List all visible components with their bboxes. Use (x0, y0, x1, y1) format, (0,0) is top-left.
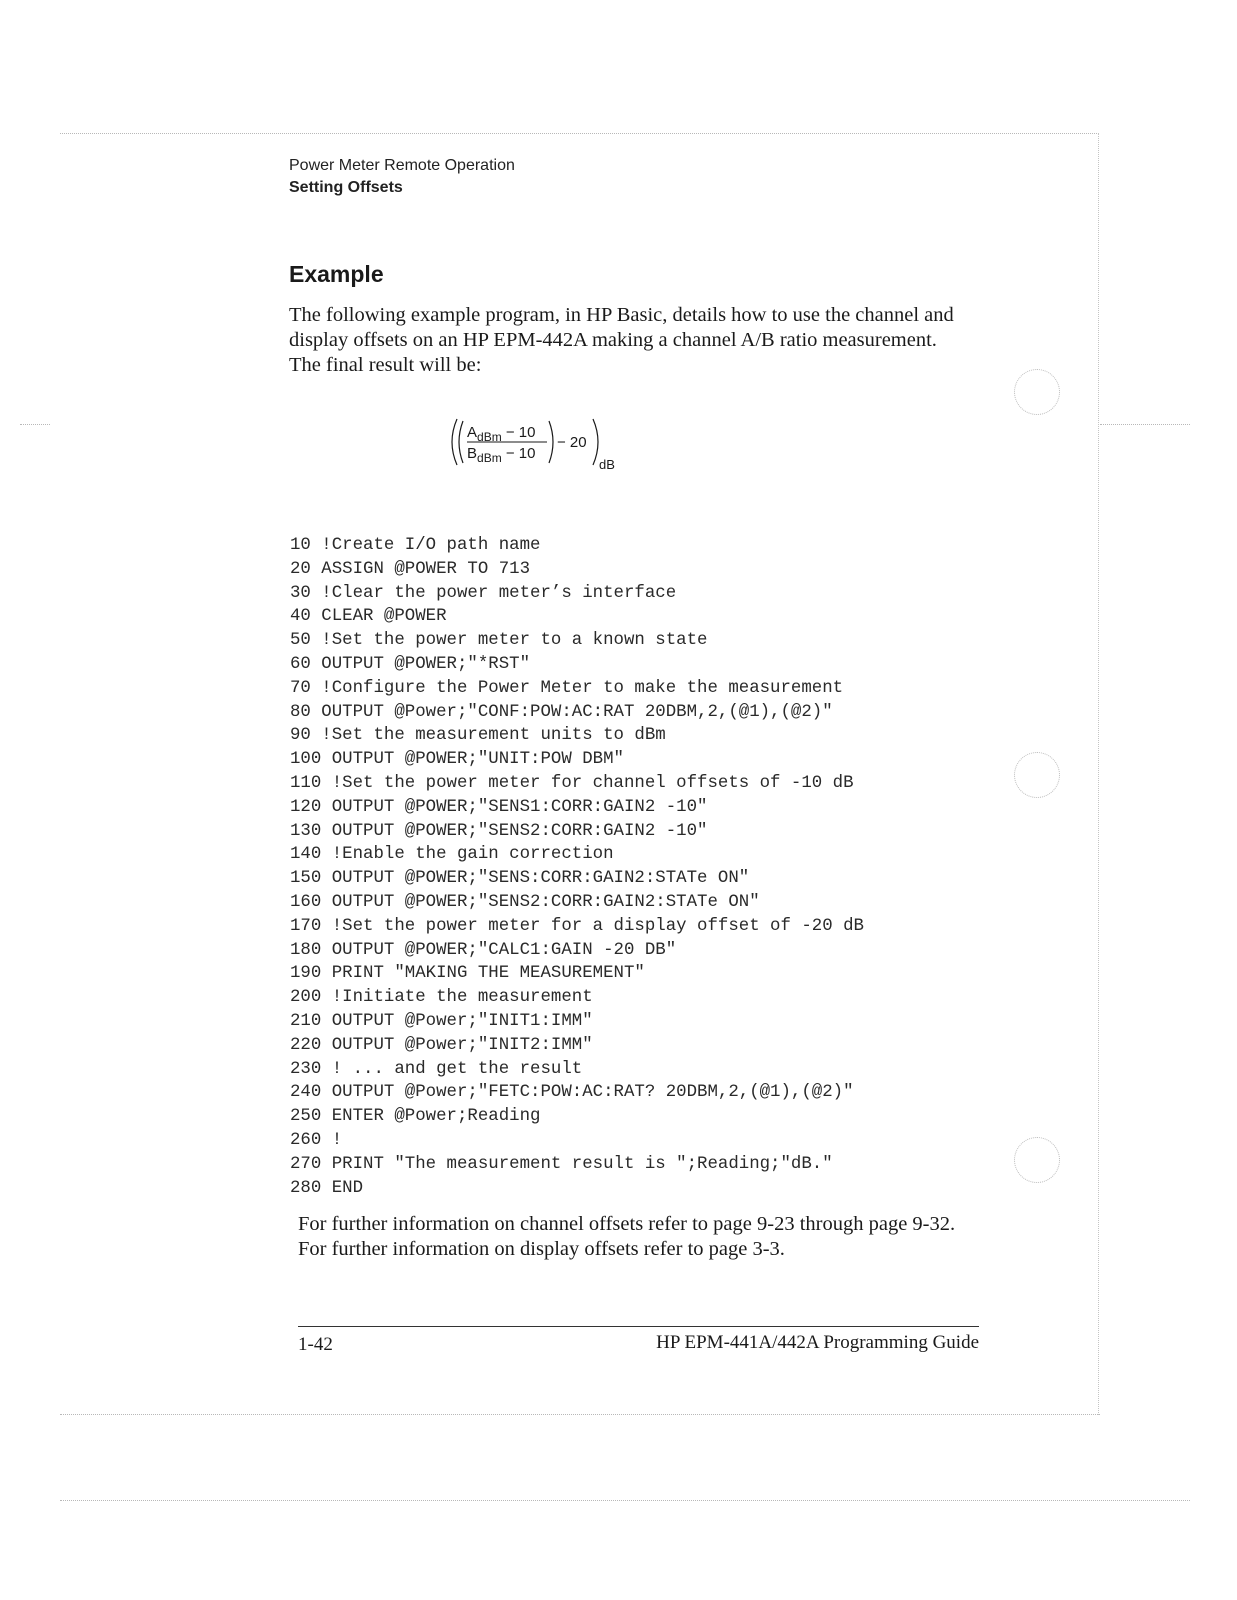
code-line: 180 OUTPUT @POWER;"CALC1:GAIN -20 DB" (290, 940, 677, 960)
scan-mark-left (20, 424, 50, 425)
formula-numerator-sub: dBm (477, 430, 502, 444)
punch-hole-bottom (1014, 1137, 1060, 1183)
svg-text:BdBm − 10 (467, 445, 535, 465)
punch-hole-middle (1014, 752, 1060, 798)
formula-numerator-var: A (467, 424, 478, 441)
code-line: 30 !Clear the power meter’s interface (290, 583, 677, 603)
formula-offset: − 20 (557, 434, 587, 451)
running-head (289, 155, 515, 199)
code-line: 70 !Configure the Power Meter to make the measurement (290, 678, 844, 698)
code-line: 270 PRINT "The measurement result is ";Reading;"dB." (290, 1154, 833, 1174)
code-line: 50 !Set the power meter to a known state (290, 631, 708, 651)
formula-denominator-sub: dBm (477, 451, 502, 465)
ratio-formula (445, 415, 645, 475)
code-line: 250 ENTER @Power;Reading (290, 1107, 541, 1127)
punch-hole-top (1014, 369, 1060, 415)
code-line: 150 OUTPUT @POWER;"SENS:CORR:GAIN2:STATe ON" (290, 869, 750, 889)
code-line: 240 OUTPUT @Power;"FETC:POW:AC:RAT? 20DBM,2,(@1),(@2)" (290, 1083, 854, 1103)
page-number: 1-42 (298, 1334, 333, 1355)
code-line: 200 !Initiate the measurement (290, 988, 593, 1008)
intro-paragraph: The following example program, in HP Basic, details how to use the channel and display offsets on an HP EPM-442A making a channel A/B ratio measurement. The final result will be: (289, 304, 954, 376)
code-line: 80 OUTPUT @Power;"CONF:POW:AC:RAT 20DBM,2,(@1),(@2)" (290, 702, 833, 722)
code-line: 130 OUTPUT @POWER;"SENS2:CORR:GAIN2 -10" (290, 821, 708, 841)
section-heading: Example (289, 261, 384, 287)
scan-border-bottom (60, 1414, 1100, 1415)
formula-unit: dB (599, 457, 615, 472)
code-listing (290, 534, 864, 1200)
code-line: 120 OUTPUT @POWER;"SENS1:CORR:GAIN2 -10" (290, 797, 708, 817)
code-line: 10 !Create I/O path name (290, 536, 541, 555)
display-offsets-reference: For further information on display offsets refer to page 3-3. (298, 1238, 785, 1260)
channel-offsets-reference: For further information on channel offsets refer to page 9-23 through page 9-32. (298, 1213, 956, 1235)
code-line: 100 OUTPUT @POWER;"UNIT:POW DBM" (290, 750, 624, 770)
guide-title: HP EPM-441A/442A Programming Guide (656, 1332, 979, 1353)
formula-denominator-tail: − 10 (501, 445, 536, 462)
scan-mark-right (1100, 424, 1190, 425)
code-line: 110 !Set the power meter for channel offsets of -10 dB (290, 773, 854, 793)
code-line: 280 END (290, 1178, 364, 1198)
code-line: 220 OUTPUT @Power;"INIT2:IMM" (290, 1035, 593, 1055)
code-line: 40 CLEAR @POWER (290, 607, 447, 627)
scan-border-right (1098, 133, 1099, 1415)
formula-denominator-var: B (467, 445, 478, 462)
formula-numerator-tail: − 10 (501, 424, 536, 441)
code-line: 190 PRINT "MAKING THE MEASUREMENT" (290, 964, 645, 984)
code-line: 230 ! ... and get the result (290, 1059, 583, 1079)
code-line: 160 OUTPUT @POWER;"SENS2:CORR:GAIN2:STATe ON" (290, 892, 760, 912)
code-line: 20 ASSIGN @POWER TO 713 (290, 559, 531, 579)
code-line: 170 !Set the power meter for a display offset of -20 dB (290, 916, 864, 936)
code-line: 140 !Enable the gain correction (290, 845, 614, 865)
code-line: 210 OUTPUT @Power;"INIT1:IMM" (290, 1011, 593, 1031)
svg-text:AdBm − 10 (467, 424, 535, 444)
code-line: 260 ! (290, 1130, 343, 1150)
running-head-section: Setting Offsets (289, 179, 403, 196)
footer-rule (298, 1326, 979, 1327)
further-info (298, 1212, 978, 1262)
code-line: 60 OUTPUT @POWER;"*RST" (290, 654, 531, 674)
code-line: 90 !Set the measurement units to dBm (290, 726, 666, 746)
scan-border-top (60, 133, 1097, 134)
running-head-chapter: Power Meter Remote Operation (289, 157, 515, 174)
scan-edge-bottom (60, 1500, 1190, 1501)
